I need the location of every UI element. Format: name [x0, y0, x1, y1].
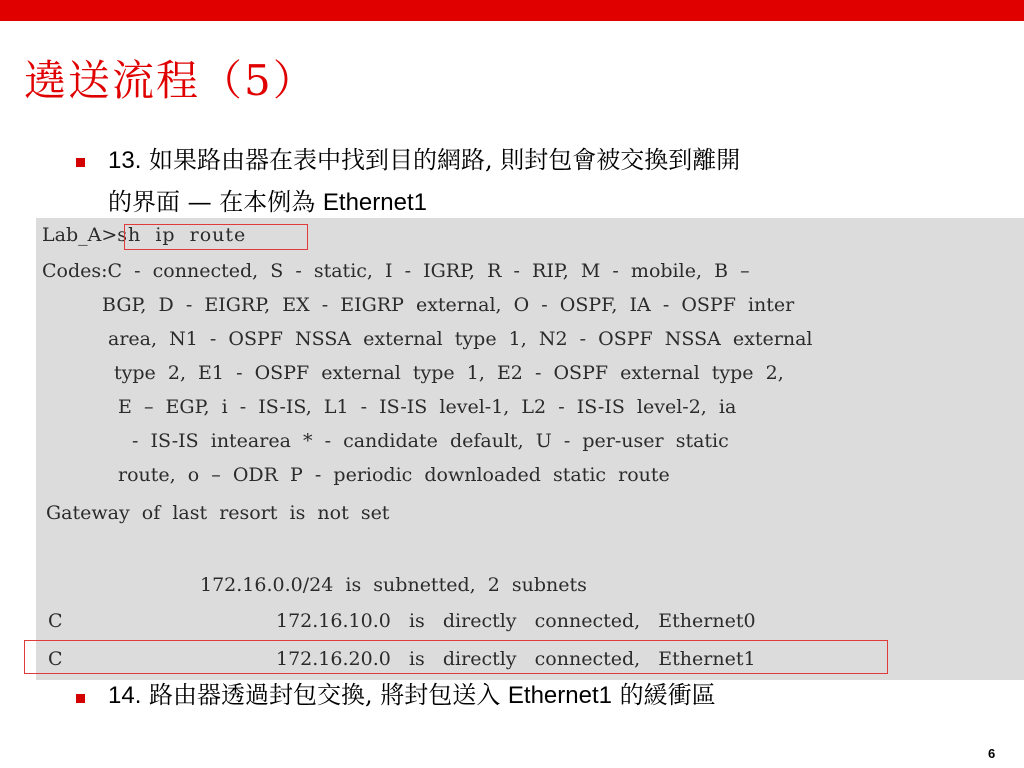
- codes-line: route, o – ODR P - periodic downloaded static route: [118, 464, 670, 486]
- route-entry: 172.16.10.0 is directly connected, Ethernet0: [276, 610, 756, 632]
- command-highlight-box: [124, 224, 308, 250]
- subnet-line: 172.16.0.0/24 is subnetted, 2 subnets: [200, 574, 587, 596]
- top-accent-bar: [0, 0, 1024, 21]
- route-entry: 172.16.20.0 is directly connected, Ethernet1: [276, 648, 756, 670]
- codes-line: E – EGP, i - IS-IS, L1 - IS-IS level-1, L2 - IS-IS level-2, ia: [118, 396, 737, 418]
- bullet-13-interface: Ethernet1: [322, 189, 427, 216]
- bullet-13-line2: [108, 184, 427, 221]
- codes-line: type 2, E1 - OSPF external type 1, E2 - OSPF external type 2,: [114, 362, 784, 384]
- router-output-panel: [36, 218, 1024, 680]
- bullet-14-text-prefix: 路由器透過封包交換, 將封包送入: [149, 681, 508, 709]
- codes-line: - IS-IS intearea * - candidate default, U - per-user static: [132, 430, 729, 452]
- bullet-14-text-suffix: 的緩衝區: [611, 681, 716, 709]
- console-prompt: Lab_A>: [42, 224, 118, 246]
- codes-line: area, N1 - OSPF NSSA external type 1, N2 - OSPF NSSA external: [108, 328, 813, 350]
- route-code: C: [48, 648, 63, 670]
- bullet-14-number: 14.: [108, 682, 142, 709]
- bullet-13-line1: [108, 142, 740, 179]
- codes-line: Codes:C - connected, S - static, I - IGRP, R - RIP, M - mobile, B –: [42, 260, 750, 282]
- bullet-14-line: [108, 677, 716, 714]
- bullet-square-icon: [76, 158, 85, 167]
- codes-line: BGP, D - EIGRP, EX - EIGRP external, O - OSPF, IA - OSPF inter: [102, 294, 795, 316]
- gateway-line: Gateway of last resort is not set: [46, 502, 390, 524]
- console-command: sh ip route: [117, 224, 247, 246]
- bullet-13-text-line1: 如果路由器在表中找到目的網路, 則封包會被交換到離開: [149, 146, 741, 174]
- route-code: C: [48, 610, 63, 632]
- bullet-13-text-line2-prefix: 的界面 — 在本例為: [108, 188, 323, 216]
- bullet-13-number: 13.: [108, 147, 142, 174]
- bullet-square-icon: [76, 694, 85, 703]
- bullet-14-interface: Ethernet1: [507, 682, 612, 709]
- page-number: 6: [988, 746, 996, 761]
- route-highlight-box: [24, 640, 888, 674]
- slide-title: 遶送流程（5）: [24, 56, 317, 105]
